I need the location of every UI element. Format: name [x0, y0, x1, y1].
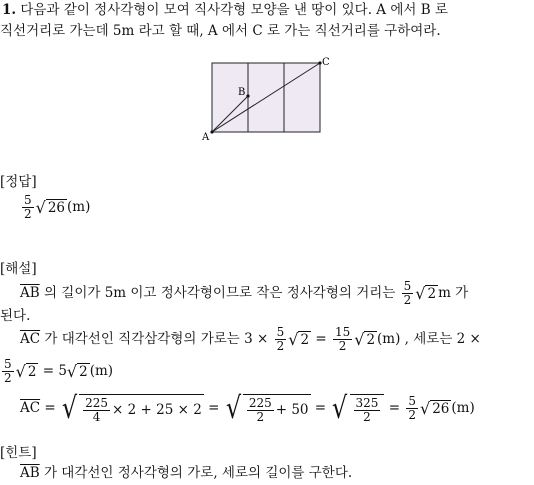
frac-num: 5 [403, 279, 412, 293]
text: = [203, 400, 224, 416]
radicand: 26 [432, 401, 450, 417]
frac-den: 2 [276, 339, 285, 353]
frac-num: 225 [248, 395, 272, 410]
fraction [275, 326, 287, 353]
explanation-label: [해설] [0, 261, 37, 277]
frac-den: 2 [403, 293, 412, 307]
label-b: B [238, 87, 246, 98]
frac-den: 4 [92, 409, 101, 424]
explanation-p1-cont: 된다. [0, 308, 31, 324]
sqrt-big: √ $\frac{225}{4}$ × 2 + 25 × 2 [61, 390, 202, 426]
explanation-p2 [20, 324, 481, 354]
text: (m) , 세로는 2 × [377, 331, 481, 347]
text: = [310, 400, 331, 416]
frac-num: 5 [408, 394, 416, 408]
sqrt: √ 2 [354, 329, 376, 349]
point-b [246, 94, 249, 97]
problem-line-2: 직선거리로 가는데 5m 라고 할 때, A 에서 C 로 가는 직선거리를 구하여라. [0, 23, 441, 39]
radicand: 2 [427, 286, 437, 302]
label-a: A [202, 132, 210, 143]
sqrt: √ 26 [419, 398, 450, 418]
text: = 5 [38, 363, 67, 379]
segment-label: $\overline{AC}$ [20, 400, 41, 416]
text: m 가 [438, 285, 469, 301]
segment-label: $\overline{AB}$ [20, 285, 40, 301]
text: (m) [89, 363, 114, 379]
answer-value [20, 192, 90, 222]
explanation-p3 [20, 388, 475, 428]
frac-num: 225 [85, 395, 109, 410]
frac-num: 15 [334, 325, 351, 339]
problem-number: 1. [2, 2, 17, 18]
frac-num: 325 [355, 395, 379, 410]
radicand: 2 [27, 364, 37, 380]
radicand: 2 [300, 332, 310, 348]
fraction [402, 280, 414, 307]
fraction [333, 326, 352, 353]
text: = [40, 400, 60, 416]
sqrt: √ 2 [415, 283, 437, 303]
radicand: 2 [366, 332, 376, 348]
answer-sqrt: √ 26 [35, 197, 66, 217]
problem-text-1: 다음과 같이 정사각형이 모여 직사각형 모양을 낸 땅이 있다. A 에서 B 로 [20, 2, 448, 18]
sqrt-big: √ $\frac{325}{2}$ [330, 394, 384, 424]
segment-label: $\overline{AC}$ [20, 331, 41, 347]
sqrt: √ 2 [288, 329, 310, 349]
text: 가 대각선인 직각삼각형의 가로는 3 × [40, 331, 273, 347]
radicand: 26 [47, 200, 66, 216]
frac-num: 5 [276, 325, 285, 339]
figure [200, 55, 340, 145]
frac-num: 5 [4, 357, 12, 371]
text: = [384, 400, 405, 416]
text: (m) [451, 400, 475, 416]
frac-den: 2 [363, 409, 371, 424]
frac-den: 2 [408, 408, 416, 422]
hint-text [20, 463, 352, 483]
frac-den: 2 [338, 339, 347, 353]
fraction [406, 395, 418, 422]
sqrt: √ 2 [66, 361, 88, 381]
text: 의 길이가 5m 이고 정사각형이므로 작은 정사각형의 거리는 [39, 285, 400, 301]
hint-label: [힌트] [0, 445, 37, 461]
sqrt: √ 2 [15, 361, 37, 381]
explanation-p1 [20, 278, 468, 308]
segment-label: $\overline{AB}$ [20, 465, 40, 481]
frac-den: 2 [4, 371, 12, 385]
text: × 2 + 25 × 2 [112, 402, 202, 418]
fraction [2, 358, 14, 385]
frac-den: 2 [256, 409, 265, 424]
text: = [311, 331, 331, 347]
problem-line-1 [2, 0, 448, 20]
answer-unit: (m) [67, 199, 91, 215]
answer-fraction [22, 194, 34, 221]
frac-num: 5 [24, 193, 32, 207]
frac-den: 2 [24, 207, 32, 221]
explanation-p2-cont [0, 356, 113, 386]
sqrt-big: √ $\frac{225}{2}$ + 50 [225, 390, 309, 426]
text: + 50 [275, 402, 309, 418]
text: 가 대각선인 정사각형의 가로, 세로의 길이를 구한다. [39, 465, 353, 481]
point-a [210, 130, 213, 133]
answer-label: [정답] [0, 174, 37, 190]
radicand: 2 [79, 364, 88, 380]
label-c: C [322, 57, 330, 68]
